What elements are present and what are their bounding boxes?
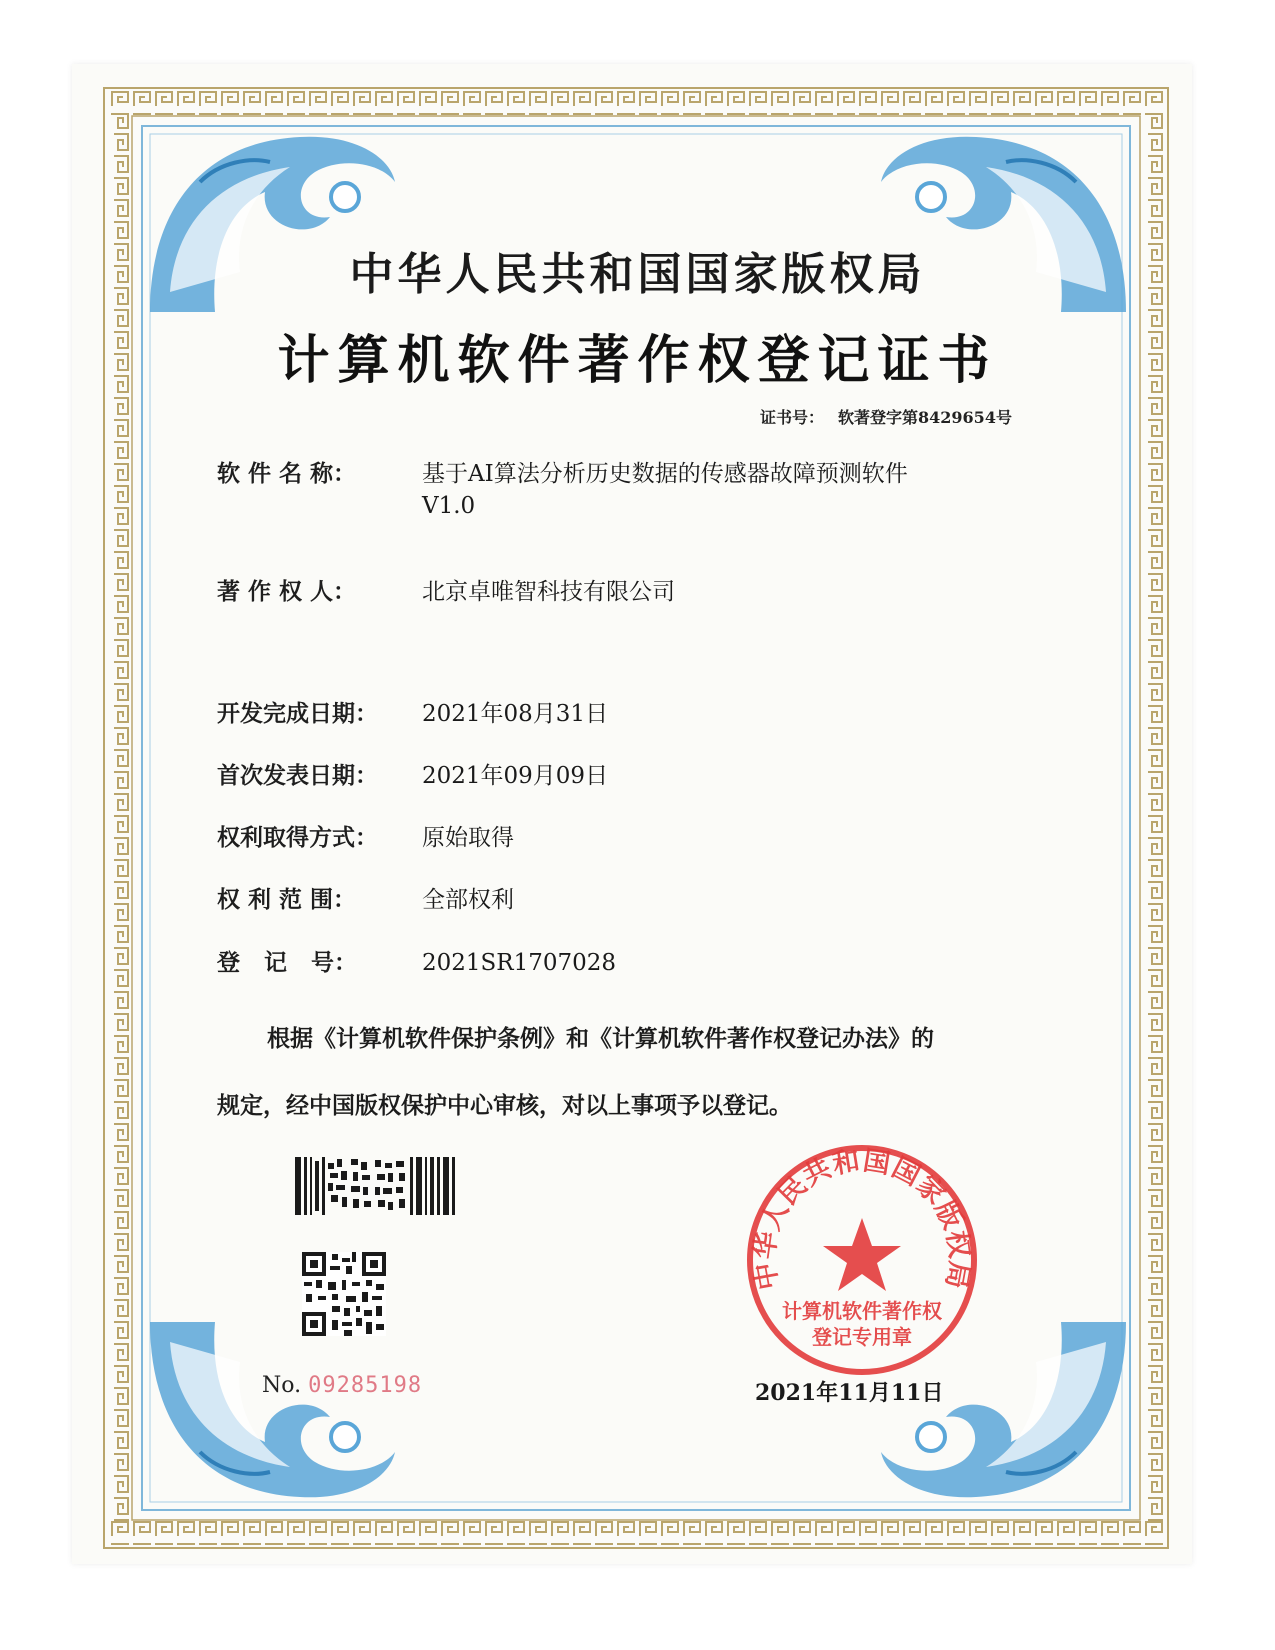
software-name-version: V1.0 bbox=[422, 493, 476, 519]
statement-line-2: 规定，经中国版权保护中心审核，对以上事项予以登记。 bbox=[217, 1092, 792, 1119]
field-label: 著 作 权 人： bbox=[217, 578, 357, 605]
field-value: 2021年08月31日 bbox=[422, 701, 609, 727]
field-label: 开发完成日期： bbox=[217, 700, 378, 727]
qr-code-icon bbox=[302, 1252, 386, 1336]
barcode-icon bbox=[295, 1157, 460, 1215]
certificate-number-value: 软著登字第8429654号 bbox=[838, 408, 1012, 427]
certificate-title: 计算机软件著作权登记证书 bbox=[277, 330, 998, 391]
official-seal bbox=[742, 1140, 982, 1380]
software-name-line1: 基于AI算法分析历史数据的传感器故障预测软件 bbox=[422, 461, 908, 487]
certificate-number bbox=[760, 405, 1026, 428]
field-label: 权 利 范 围： bbox=[217, 886, 357, 913]
field-acquisition-method bbox=[217, 822, 1022, 854]
issuing-authority: 中华人民共和国国家版权局 bbox=[349, 249, 926, 300]
certificate-number-label: 证书号： bbox=[760, 408, 825, 427]
field-completion-date bbox=[217, 698, 1022, 730]
field-value: 2021SR1707028 bbox=[422, 950, 617, 976]
serial-number bbox=[262, 1373, 422, 1398]
field-copyright-owner bbox=[217, 576, 1022, 608]
field-label: 权利取得方式： bbox=[217, 824, 378, 851]
field-value: 全部权利 bbox=[422, 887, 514, 913]
serial-prefix: No. bbox=[262, 1373, 302, 1398]
seal-outer-text: 中华人民共和国国家版权局 bbox=[749, 1145, 975, 1293]
field-label: 软 件 名 称： bbox=[217, 460, 357, 487]
field-label: 首次发表日期： bbox=[217, 762, 378, 789]
seal-inner-line-1: 计算机软件著作权 bbox=[782, 1299, 942, 1323]
field-registration-number bbox=[217, 947, 1022, 979]
field-software-name bbox=[217, 458, 1022, 522]
field-value: 2021年09月09日 bbox=[422, 763, 609, 789]
seal-inner-line-2: 登记专用章 bbox=[812, 1325, 912, 1349]
field-value: 北京卓唯智科技有限公司 bbox=[422, 579, 675, 605]
field-publication-date bbox=[217, 760, 1022, 792]
field-rights-scope bbox=[217, 884, 1022, 916]
statement-line-1: 根据《计算机软件保护条例》和《计算机软件著作权登记办法》的 bbox=[267, 1025, 934, 1052]
field-value: 原始取得 bbox=[422, 825, 514, 851]
serial-value: 09285198 bbox=[308, 1373, 423, 1398]
corner-ornament-bottom-left bbox=[140, 1312, 410, 1512]
field-value bbox=[422, 458, 1022, 522]
field-label: 登 记 号： bbox=[217, 949, 358, 976]
issue-date: 2021年11月11日 bbox=[755, 1380, 944, 1406]
